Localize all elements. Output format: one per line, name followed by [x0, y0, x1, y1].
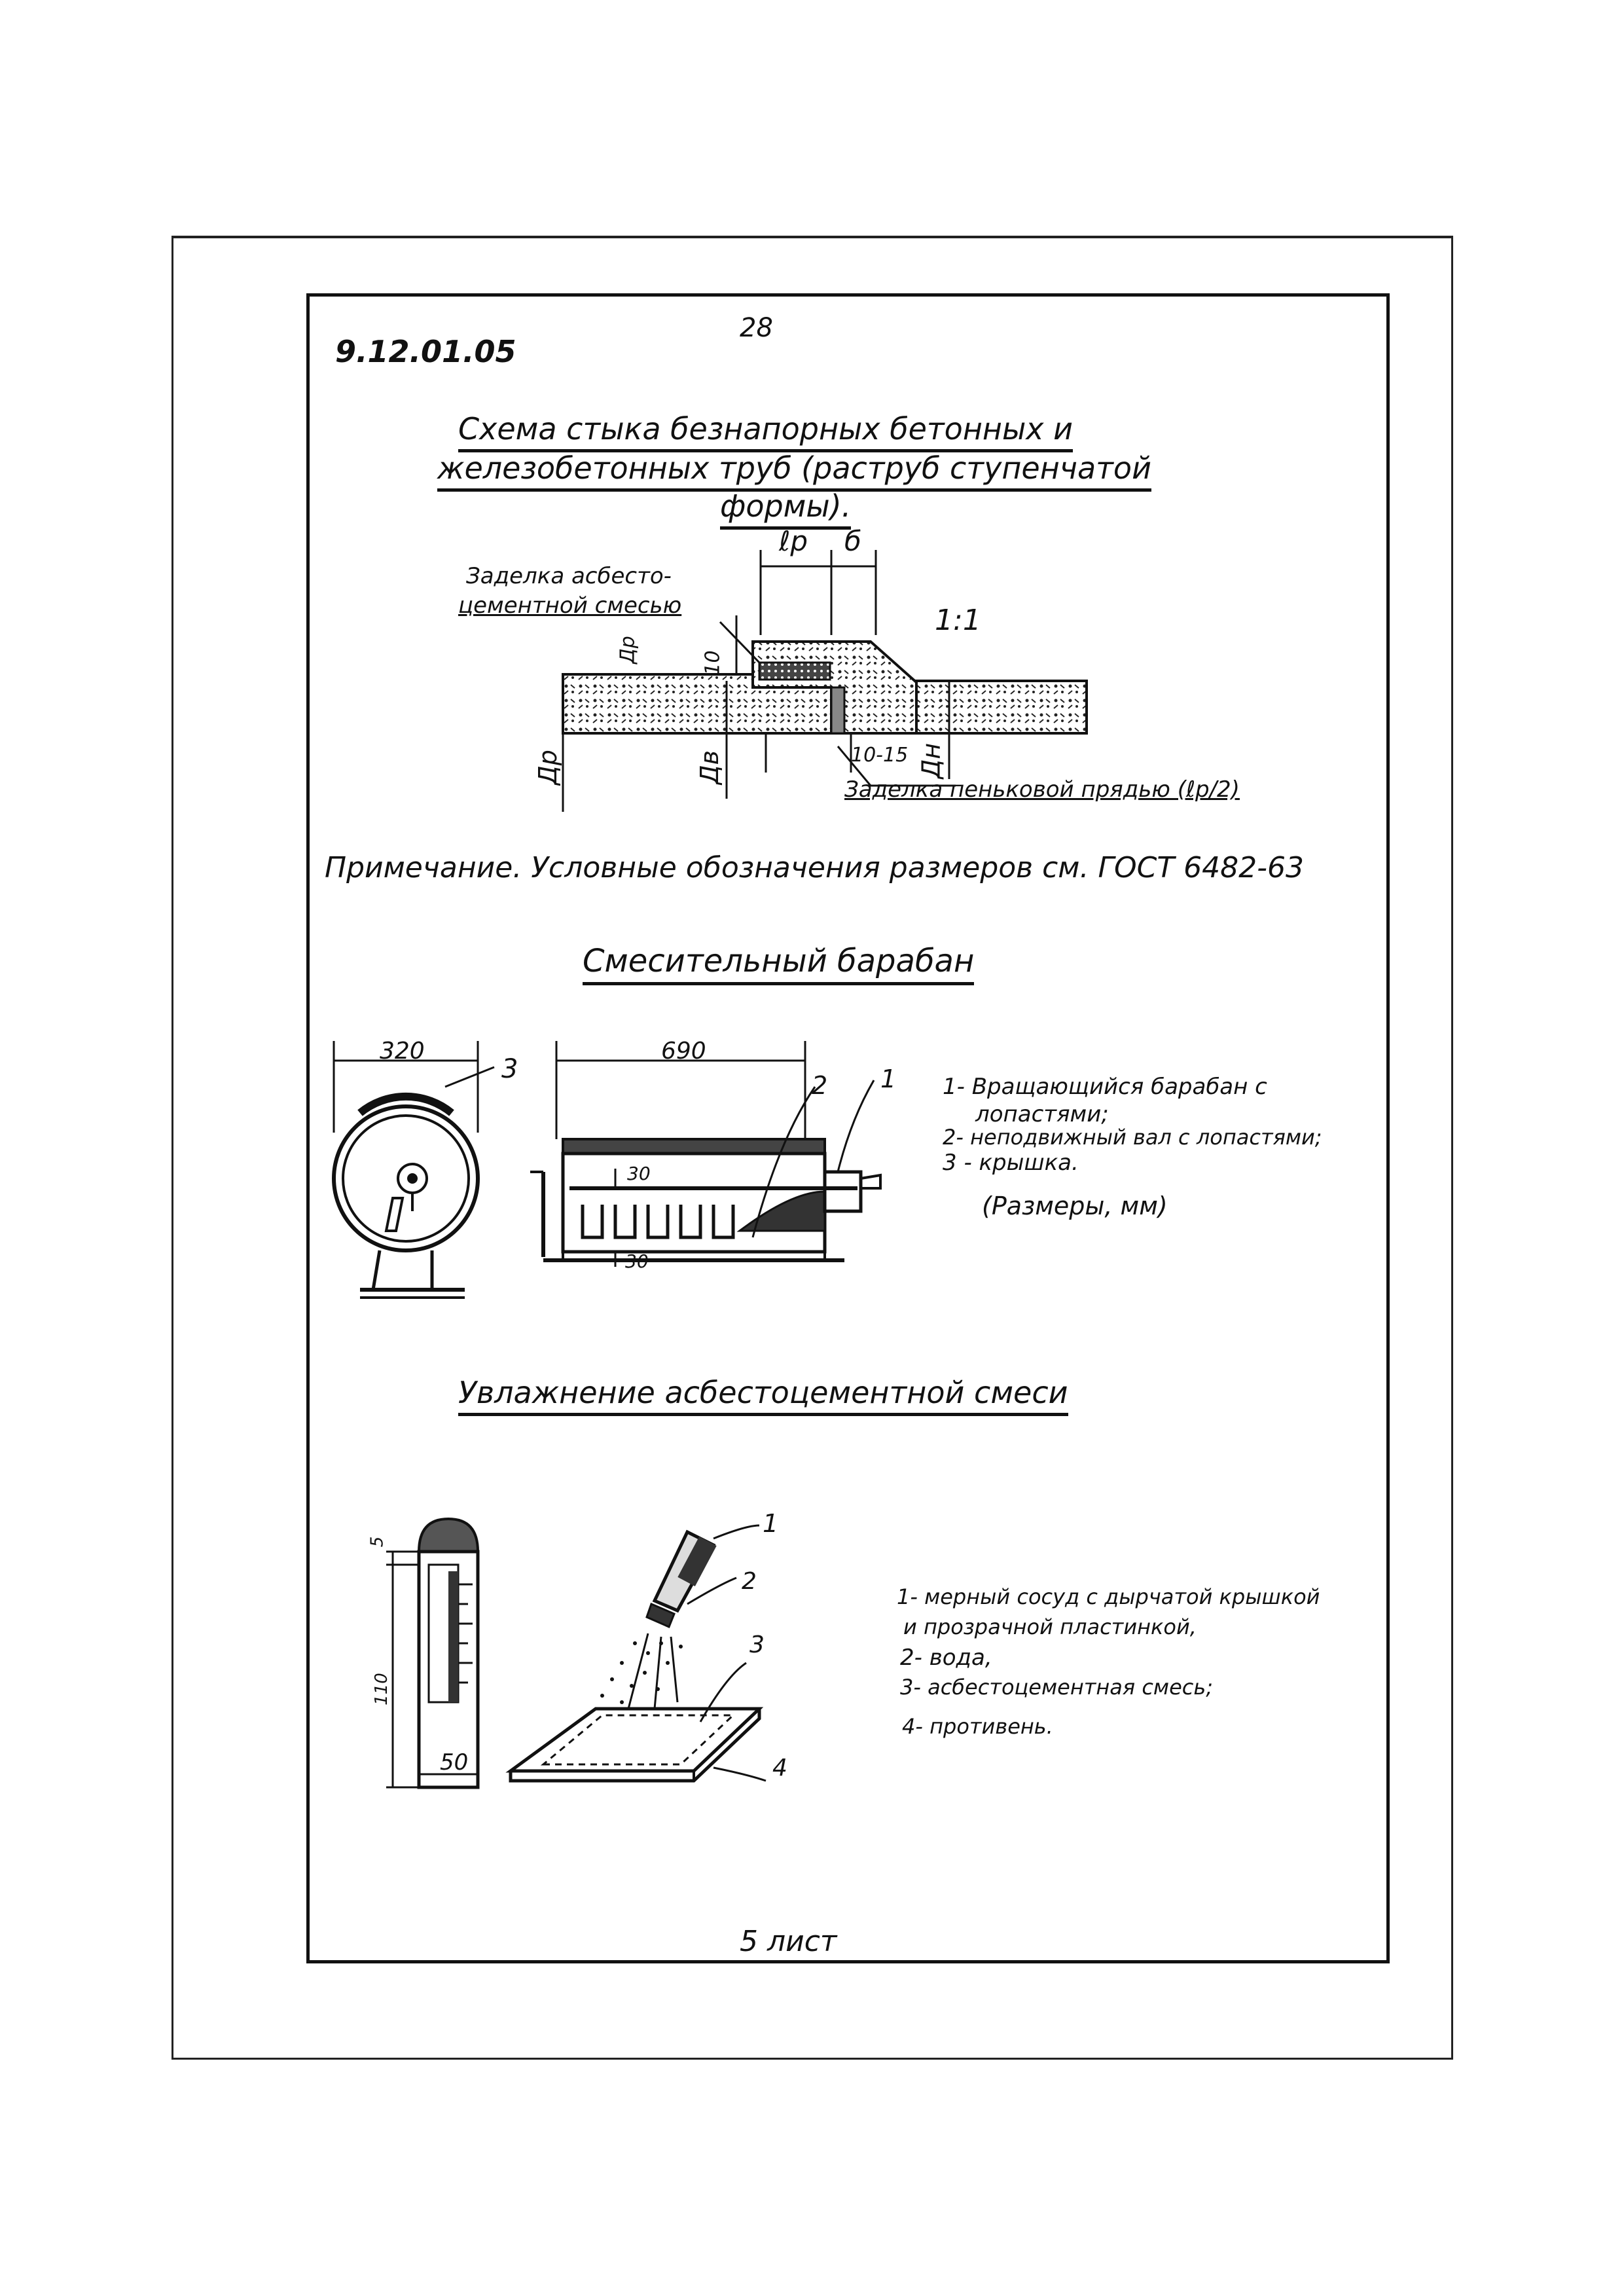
moist-legend-1: 1- мерный сосуд с дырчатой крышкой [897, 1584, 1320, 1609]
note-text: Примечание. Условные обозначения размеров см. ГОСТ 6482-63 [325, 851, 1305, 884]
dimension-lp [761, 550, 876, 635]
dim-50: 50 [440, 1749, 469, 1776]
label-dp-small: Др [616, 636, 640, 664]
drum-legend-2: лопастями; [975, 1101, 1109, 1127]
page-number: 28 [740, 313, 773, 343]
mixing-drum-title: Смесительный барабан [583, 943, 974, 985]
mixing-drum-end-view [334, 1041, 497, 1303]
document-code: 9.12.01.05 [335, 334, 516, 369]
label-ten: 10 [701, 650, 725, 676]
dim-690: 690 [661, 1038, 706, 1065]
label-dn: Дн [916, 742, 946, 779]
drum-units: (Размеры, мм) [982, 1192, 1168, 1220]
mixing-drum-side-view [517, 1041, 884, 1290]
label-seal-asbestos-2: цементной смесью [458, 592, 682, 619]
moist-legend-4: 3- асбестоцементная смесь; [900, 1675, 1213, 1700]
label-slope: 1:1 [935, 604, 981, 637]
callout-1: 1 [880, 1065, 897, 1093]
dim-110: 110 [371, 1673, 391, 1705]
callout-m3: 3 [749, 1631, 765, 1658]
asbestos-seal [759, 663, 830, 680]
moist-legend-5: 4- противень. [902, 1714, 1053, 1739]
sheet-footer: 5 лист [740, 1925, 837, 1958]
label-b: б [844, 525, 861, 557]
callout-m4: 4 [772, 1755, 787, 1781]
drum-legend-4: 3 - крышка. [943, 1150, 1079, 1176]
label-lp: ℓр [779, 525, 808, 557]
dim-5: 5 [367, 1536, 388, 1548]
label-gap: 10-15 [851, 744, 909, 767]
label-dv: Дв [695, 750, 725, 785]
label-seal-hemp: Заделка пеньковой прядью (ℓр/2) [844, 776, 1240, 803]
callout-m2: 2 [742, 1568, 757, 1595]
right-pipe-wall [916, 681, 1087, 733]
callout-2: 2 [812, 1071, 828, 1100]
measuring-vessel [367, 1512, 497, 1800]
callout-3: 3 [501, 1054, 518, 1084]
dim-320: 320 [380, 1038, 425, 1065]
moist-legend-3: 2- вода, [900, 1645, 992, 1671]
joint-scheme-title-line1: Схема стыка безнапорных бетонных и [458, 411, 1073, 452]
joint-scheme-title-line3: формы). [720, 488, 851, 530]
callout-m1: 1 [763, 1509, 779, 1538]
joint-scheme-title-line2: железобетонных труб (раструб ступенчатой [437, 450, 1151, 492]
moist-legend-2: и прозрачной пластинкой, [903, 1614, 1197, 1639]
label-seal-asbestos-1: Заделка асбесто- [466, 563, 672, 589]
drum-legend-1: 1- Вращающийся барабан с [943, 1074, 1267, 1100]
drum-legend-3: 2- неподвижный вал с лопастями; [943, 1125, 1322, 1150]
dim-30-top: 30 [627, 1163, 651, 1184]
moistening-title: Увлажнение асбестоцементной смеси [458, 1375, 1068, 1416]
hemp-seal [831, 687, 844, 733]
dim-30-bottom: 30 [625, 1250, 649, 1272]
label-dp: Др [533, 750, 562, 785]
